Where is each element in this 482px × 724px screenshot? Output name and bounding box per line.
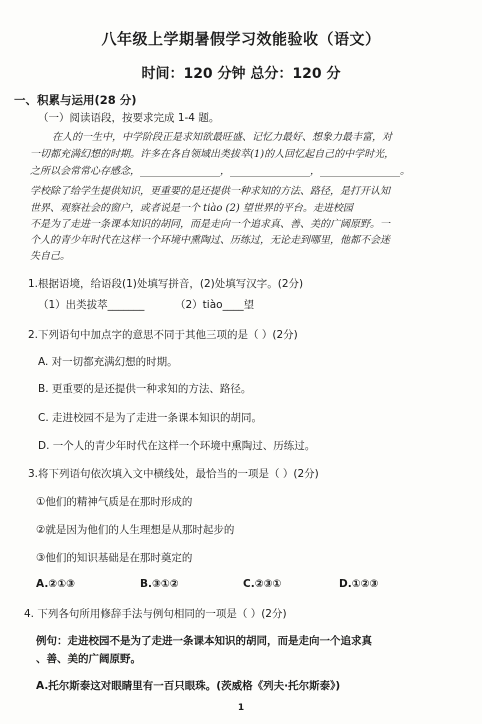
passage-line: 之所以会常常心存感念，________________，________________，________________。 (30, 166, 410, 177)
passage-line: 一切都充满幻想的时期。许多在各自领域出类拔萃(1)的人回忆起自己的中学时光， (30, 149, 395, 160)
question-3-item-3: ③他们的知识基础是在那时奠定的 (36, 552, 193, 564)
section-subheading: （一）阅读语段，按要求完成 1-4 题。 (38, 112, 220, 124)
question-3-item-2: ②就是因为他们的人生理想是从那时起步的 (36, 524, 235, 536)
question-2-option-b: B. 更重要的是还提供一种求知的方法、路径。 (38, 383, 252, 395)
passage-line: 在人的一生中，中学阶段正是求知欲最旺盛、记忆力最好、想象力最丰富，对 (52, 132, 392, 143)
question-3-stem: 3.将下列语句依次填入文中横线处，最恰当的一项是（ ）(2分) (28, 468, 319, 480)
question-2-option-c: C. 走进校园不是为了走进一条课本知识的胡同。 (38, 412, 263, 424)
passage-line: 个人的青少年时代在这样一个环境中熏陶过、历练过，无论走到哪里，他都不会迷 (30, 235, 390, 246)
question-1-stem: 1.根据语境，给语段(1)处填写拼音，(2)处填写汉字。(2分) (28, 278, 304, 290)
question-2-option-a: A. 对一切都充满幻想的时期。 (38, 356, 178, 368)
question-4-stem: 4. 下列各句所用修辞手法与例句相同的一项是（ ）(2分) (24, 608, 287, 620)
passage-line: 不是为了走进一条课本知识的胡同，而是走向一个追求真、善、美的广阔原野。一 (30, 219, 390, 230)
passage-line: 学校除了给学生提供知识，更重要的是还提供一种求知的方法、路径，是打开认知 (30, 186, 390, 197)
passage-line: 世界、观察社会的窗户，或者说是一个 tiào (2) 望世界的平台。走进校园 (30, 203, 353, 214)
question-1-blank-2[interactable]: （2）tiào____望 (175, 299, 255, 311)
page-number: 1 (237, 703, 245, 713)
exam-time-score: 时间：120 分钟 总分：120 分 (141, 66, 341, 82)
question-2-option-d: D. 一个人的青少年时代在这样一个环境中熏陶过、历练过。 (38, 440, 316, 452)
question-3-choice-d: D.①②③ (339, 578, 379, 590)
question-4-example-line-2: 、善、美的广阔原野。 (36, 653, 141, 665)
question-4-example-line-1: 例句：走进校园不是为了走进一条课本知识的胡同，而是走向一个追求真 (36, 635, 372, 647)
question-3-item-1: ①他们的精神气质是在那时形成的 (36, 496, 193, 508)
question-1-blank-1[interactable]: （1）出类拔萃_______ (38, 299, 145, 311)
question-4-option-a: A.托尔斯泰这对眼睛里有一百只眼珠。(茨威格《列夫·托尔斯泰》) (36, 680, 341, 692)
question-3-choice-a: A.②①③ (36, 578, 75, 590)
exam-title: 八年级上学期暑假学习效能验收（语文） (101, 30, 381, 48)
question-3-choice-b: B.③①② (140, 578, 179, 590)
passage-line: 失自己。 (30, 251, 70, 262)
question-2-stem: 2.下列语句中加点字的意思不同于其他三项的是（ ）(2分) (28, 329, 298, 341)
question-3-choice-c: C.②③① (243, 578, 282, 590)
section-heading: 一、积累与运用(28 分) (14, 93, 137, 107)
